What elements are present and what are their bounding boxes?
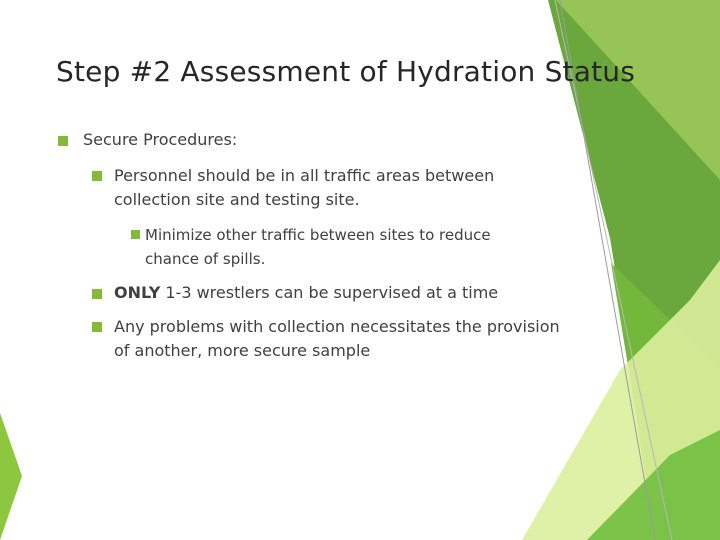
square-bullet-icon <box>92 289 102 299</box>
bullet-only-wrestlers <box>114 281 498 305</box>
square-bullet-icon <box>92 171 102 181</box>
left-green-triangle <box>0 413 22 540</box>
bullet-problems-line-2: of another, more secure sample <box>114 341 371 360</box>
square-bullet-icon <box>92 322 102 332</box>
bullet-minimize-line-1: Minimize other traffic between sites to reduce <box>145 226 491 244</box>
bullet-minimize-line-2: chance of spills. <box>145 250 266 268</box>
bullet-personnel-line-1: Personnel should be in all traffic areas between <box>114 166 495 185</box>
square-bullet-icon <box>131 230 140 239</box>
bullet-secure-procedures: Secure Procedures: <box>83 130 238 149</box>
square-bullet-icon <box>58 136 68 146</box>
bullet-only-rest: 1-3 wrestlers can be supervised at a time <box>160 283 499 302</box>
slide-title: Step #2 Assessment of Hydration Status <box>56 55 636 88</box>
bullet-problems-line-1: Any problems with collection necessitates the provision <box>114 317 560 336</box>
bullet-personnel-line-2: collection site and testing site. <box>114 190 360 209</box>
bullet-only-strong: ONLY <box>114 283 161 302</box>
